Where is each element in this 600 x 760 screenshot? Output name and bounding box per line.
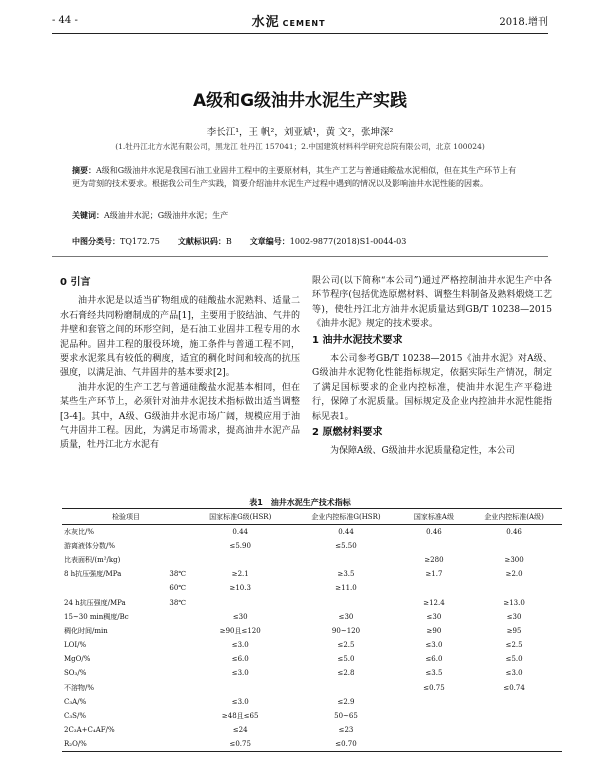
table-cell: 90~120 bbox=[331, 626, 361, 635]
col-header: 国家标准A级 bbox=[402, 509, 466, 525]
table-cell: ≥95 bbox=[506, 626, 522, 635]
table-cell: 游离液体分数/% bbox=[64, 541, 116, 550]
spec-table bbox=[62, 508, 562, 752]
table-cell: ≥1.7 bbox=[425, 570, 443, 579]
abstract-label: 摘要： bbox=[72, 166, 96, 175]
table-cell: ≤0.75 bbox=[423, 683, 445, 692]
table-cell: ≥90且≤120 bbox=[219, 626, 261, 635]
table-cell: ≤6.0 bbox=[231, 655, 249, 664]
table-cell: 2C₃A+C₄AF/% bbox=[64, 726, 115, 735]
table-cell: 8 h抗压强度/MPa bbox=[64, 570, 122, 579]
left-column bbox=[60, 274, 300, 453]
table-cell: ≤5.90 bbox=[229, 541, 251, 550]
table-cell: 0.46 bbox=[506, 527, 522, 536]
keywords bbox=[72, 210, 524, 221]
table-cell bbox=[190, 595, 290, 609]
table-cell: ≤30 bbox=[338, 612, 354, 621]
col-header: 检验项目 bbox=[62, 509, 190, 525]
table-cell bbox=[190, 681, 290, 695]
table-cell: 15~30 min稠度/Bc bbox=[64, 612, 129, 621]
paragraph: 限公司(以下简称“本公司”)通过严格控制油井水泥生产中各环节程序(包括优选原燃材料、调整生料制备及熟料煅烧工艺等)，使牡丹江北方油井水泥质量达到GB/T 10238—2015《油井水泥》规定的技术要求。 bbox=[312, 276, 552, 330]
table-cell bbox=[290, 595, 401, 609]
table-row bbox=[62, 539, 562, 553]
table-cell: 60℃ bbox=[169, 584, 187, 593]
table-cell bbox=[169, 525, 190, 539]
table-cell: LOI/% bbox=[64, 641, 87, 650]
table-cell: ≥10.3 bbox=[229, 584, 251, 593]
table-cell: ≤2.9 bbox=[337, 697, 355, 706]
issue-label: 2018.增刊 bbox=[499, 16, 548, 28]
table-cell: ≥2.1 bbox=[231, 570, 249, 579]
table-cell bbox=[169, 709, 190, 723]
table-cell: ≥48且≤65 bbox=[221, 712, 259, 721]
table-cell: 0.46 bbox=[426, 527, 442, 536]
col-header: 企业内控标准G(HSR) bbox=[290, 509, 401, 525]
section-heading-materials: 2 原燃材料要求 bbox=[312, 427, 383, 439]
table-cell bbox=[169, 737, 190, 751]
paragraph: 油井水泥是以适当矿物组成的硅酸盐水泥熟料、适量二水石膏经共同粉磨制成的产品[1]，主要用于胶结油、气井的井壁和套管之间的环形空间，是石油工业固井工程专用的水泥品种。固井工程的服役环境，施工条件与普通工程不同，要求水泥浆具有较低的稠度，适宜的稠化时间和较高的抗压强度，以满足油、气井固井的基本要求[2]。 bbox=[60, 296, 300, 379]
table-cell: ≤30 bbox=[426, 612, 442, 621]
table-cell bbox=[402, 695, 466, 709]
keywords-text: A级油井水泥；G级油井水泥；生产 bbox=[104, 211, 229, 220]
table-row bbox=[62, 666, 562, 680]
journal-name-en: CEMENT bbox=[282, 18, 326, 28]
table-cell bbox=[402, 723, 466, 737]
table-cell bbox=[169, 539, 190, 553]
table-cell: 不溶物/% bbox=[64, 683, 95, 692]
table-cell bbox=[466, 723, 562, 737]
table-row bbox=[62, 681, 562, 695]
table-cell: 稠化时间/min bbox=[64, 626, 108, 635]
journal-name: 水泥 bbox=[251, 14, 280, 30]
table-cell: ≤2.5 bbox=[505, 641, 523, 650]
table-cell: ≤30 bbox=[232, 612, 248, 621]
table-cell: ≤5.0 bbox=[337, 655, 355, 664]
table-cell: ≤0.74 bbox=[503, 683, 525, 692]
table-cell: 0.44 bbox=[232, 527, 248, 536]
table-cell: ≤2.5 bbox=[337, 641, 355, 650]
table-cell bbox=[402, 737, 466, 751]
table-cell: ≤3.0 bbox=[425, 641, 443, 650]
table-cell bbox=[169, 638, 190, 652]
table-cell bbox=[169, 666, 190, 680]
table-cell: ≥300 bbox=[504, 555, 524, 564]
abstract-text: A级和G级油井水泥是我国石油工业固井工程中的主要原材料，其生产工艺与普通硅酸盐水泥相似，但在其生产环节上有更为苛刻的技术要求。根据我公司生产实践，简要介绍油井水泥生产过程中遇到的情况以及影响油井水泥性能的因素。 bbox=[72, 166, 517, 188]
paragraph: 本公司参考GB/T 10238—2015《油井水泥》对A级、G级油井水泥物化性能指标规定，依据实际生产情况，制定了满足国标要求的企业内控标准，使油井水泥生产平稳进行，保障了水泥质量。国标规定及企业内控油井水泥性能指标见表1。 bbox=[312, 354, 552, 422]
table-cell: ≤3.0 bbox=[231, 697, 249, 706]
table-cell: 38℃ bbox=[169, 570, 187, 579]
paragraph: 为保障A级、G级油井水泥质量稳定性，本公司 bbox=[330, 446, 515, 457]
table-cell: ≤3.5 bbox=[425, 669, 443, 678]
table-cell bbox=[62, 581, 169, 595]
table-header-row bbox=[62, 509, 562, 525]
table-cell: ≤3.0 bbox=[231, 641, 249, 650]
table-cell: ≤5.0 bbox=[505, 655, 523, 664]
table-cell: ≥13.0 bbox=[503, 598, 525, 607]
table-cell: 50~65 bbox=[334, 712, 358, 721]
table-cell: ≥2.0 bbox=[505, 570, 523, 579]
table-cell: R₂O/% bbox=[62, 737, 169, 751]
col-header: 企业内控标准(A级) bbox=[466, 509, 562, 525]
table-row bbox=[62, 610, 562, 624]
table-cell: ≤6.0 bbox=[425, 655, 443, 664]
table-cell: ≤24 bbox=[232, 726, 248, 735]
table-cell: C₃S/% bbox=[64, 712, 86, 721]
table-row bbox=[62, 553, 562, 567]
page-number: - 44 - bbox=[52, 14, 78, 26]
table-cell bbox=[169, 723, 190, 737]
table-cell: SO₃/% bbox=[64, 669, 87, 678]
table-cell: 24 h抗压强度/MPa bbox=[64, 598, 126, 607]
table-cell: ≤23 bbox=[338, 726, 354, 735]
page-header bbox=[52, 8, 548, 32]
table-cell bbox=[466, 539, 562, 553]
table-cell bbox=[402, 709, 466, 723]
right-column bbox=[312, 274, 552, 459]
table-cell: ≤3.0 bbox=[505, 669, 523, 678]
table-cell bbox=[169, 610, 190, 624]
article-number: 文章编号：1002-9877(2018)S1-0044-03 bbox=[249, 237, 407, 246]
table-row bbox=[62, 737, 562, 751]
table-cell bbox=[466, 695, 562, 709]
table-cell: ≥3.5 bbox=[337, 570, 355, 579]
table-cell: ≥11.0 bbox=[335, 584, 357, 593]
table-cell bbox=[169, 695, 190, 709]
table-row bbox=[62, 581, 562, 595]
document-code: 文献标识码：B bbox=[177, 237, 232, 246]
table-row bbox=[62, 709, 562, 723]
table-cell: 比表面积/(m²/kg) bbox=[64, 555, 121, 564]
table-cell: 38℃ bbox=[169, 598, 187, 607]
keywords-label: 关键词： bbox=[72, 211, 104, 220]
table-cell: ≥280 bbox=[424, 555, 444, 564]
table-row bbox=[62, 567, 562, 581]
header-divider bbox=[52, 33, 548, 34]
table-cell: ≥90 bbox=[426, 626, 442, 635]
table-cell bbox=[190, 553, 290, 567]
table-cell bbox=[466, 581, 562, 595]
table-cell: C₃A/% bbox=[64, 697, 87, 706]
table-row bbox=[62, 695, 562, 709]
clc-number: 中图分类号：TQ172.75 bbox=[72, 237, 160, 246]
table-cell bbox=[402, 539, 466, 553]
table-cell bbox=[402, 581, 466, 595]
table-cell: ≤30 bbox=[506, 612, 522, 621]
abstract bbox=[72, 164, 524, 190]
table-cell: ≤0.70 bbox=[290, 737, 401, 751]
affiliations: (1.牡丹江北方水泥有限公司，黑龙江 牡丹江 157041；2.中国建筑材料科学研究总院有限公司，北京 100024) bbox=[115, 142, 485, 151]
table-cell: MgO/% bbox=[64, 655, 91, 664]
journal-logo bbox=[252, 11, 326, 30]
section-divider bbox=[52, 256, 548, 257]
paragraph: 油井水泥的生产工艺与普通硅酸盐水泥基本相同，但在某些生产环节上，必须针对油井水泥技术指标做出适当调整[3-4]。其中，A级、G级油井水泥市场广阔，规模应用于油气井固井工程。因此，为满足市场需求，提高油井水泥产品质量，牡丹江北方水泥有 bbox=[60, 382, 300, 451]
table-cell: 水灰比/% bbox=[64, 527, 95, 536]
table-row bbox=[62, 723, 562, 737]
table-cell: ≤3.0 bbox=[231, 669, 249, 678]
section-heading-intro: 0 引言 bbox=[60, 277, 91, 288]
table-cell bbox=[169, 624, 190, 638]
table-row bbox=[62, 638, 562, 652]
table-cell: ≤2.8 bbox=[337, 669, 355, 678]
table-row bbox=[62, 624, 562, 638]
table-cell bbox=[169, 652, 190, 666]
table-cell bbox=[169, 681, 190, 695]
table-row bbox=[62, 652, 562, 666]
author-list: 李长江¹，王 帆²，刘亚斌¹，黄 文²，张坤深² bbox=[206, 127, 394, 138]
table-cell bbox=[290, 681, 401, 695]
table-row bbox=[62, 525, 562, 539]
classification-line bbox=[72, 236, 524, 247]
col-header: 国家标准G级(HSR) bbox=[190, 509, 290, 525]
table-cell bbox=[290, 553, 401, 567]
table-cell bbox=[169, 553, 190, 567]
table-cell: ≤0.75 bbox=[190, 737, 290, 751]
table-cell bbox=[466, 737, 562, 751]
table-caption: 表1 油井水泥生产技术指标 bbox=[249, 498, 351, 507]
table-cell: ≥12.4 bbox=[423, 598, 445, 607]
table-cell: ≤5.50 bbox=[335, 541, 357, 550]
table-row bbox=[62, 595, 562, 609]
article-title: A级和G级油井水泥生产实践 bbox=[192, 91, 408, 111]
table-cell bbox=[466, 709, 562, 723]
section-heading-requirements: 1 油井水泥技术要求 bbox=[312, 334, 403, 346]
table-cell: 0.44 bbox=[338, 527, 354, 536]
